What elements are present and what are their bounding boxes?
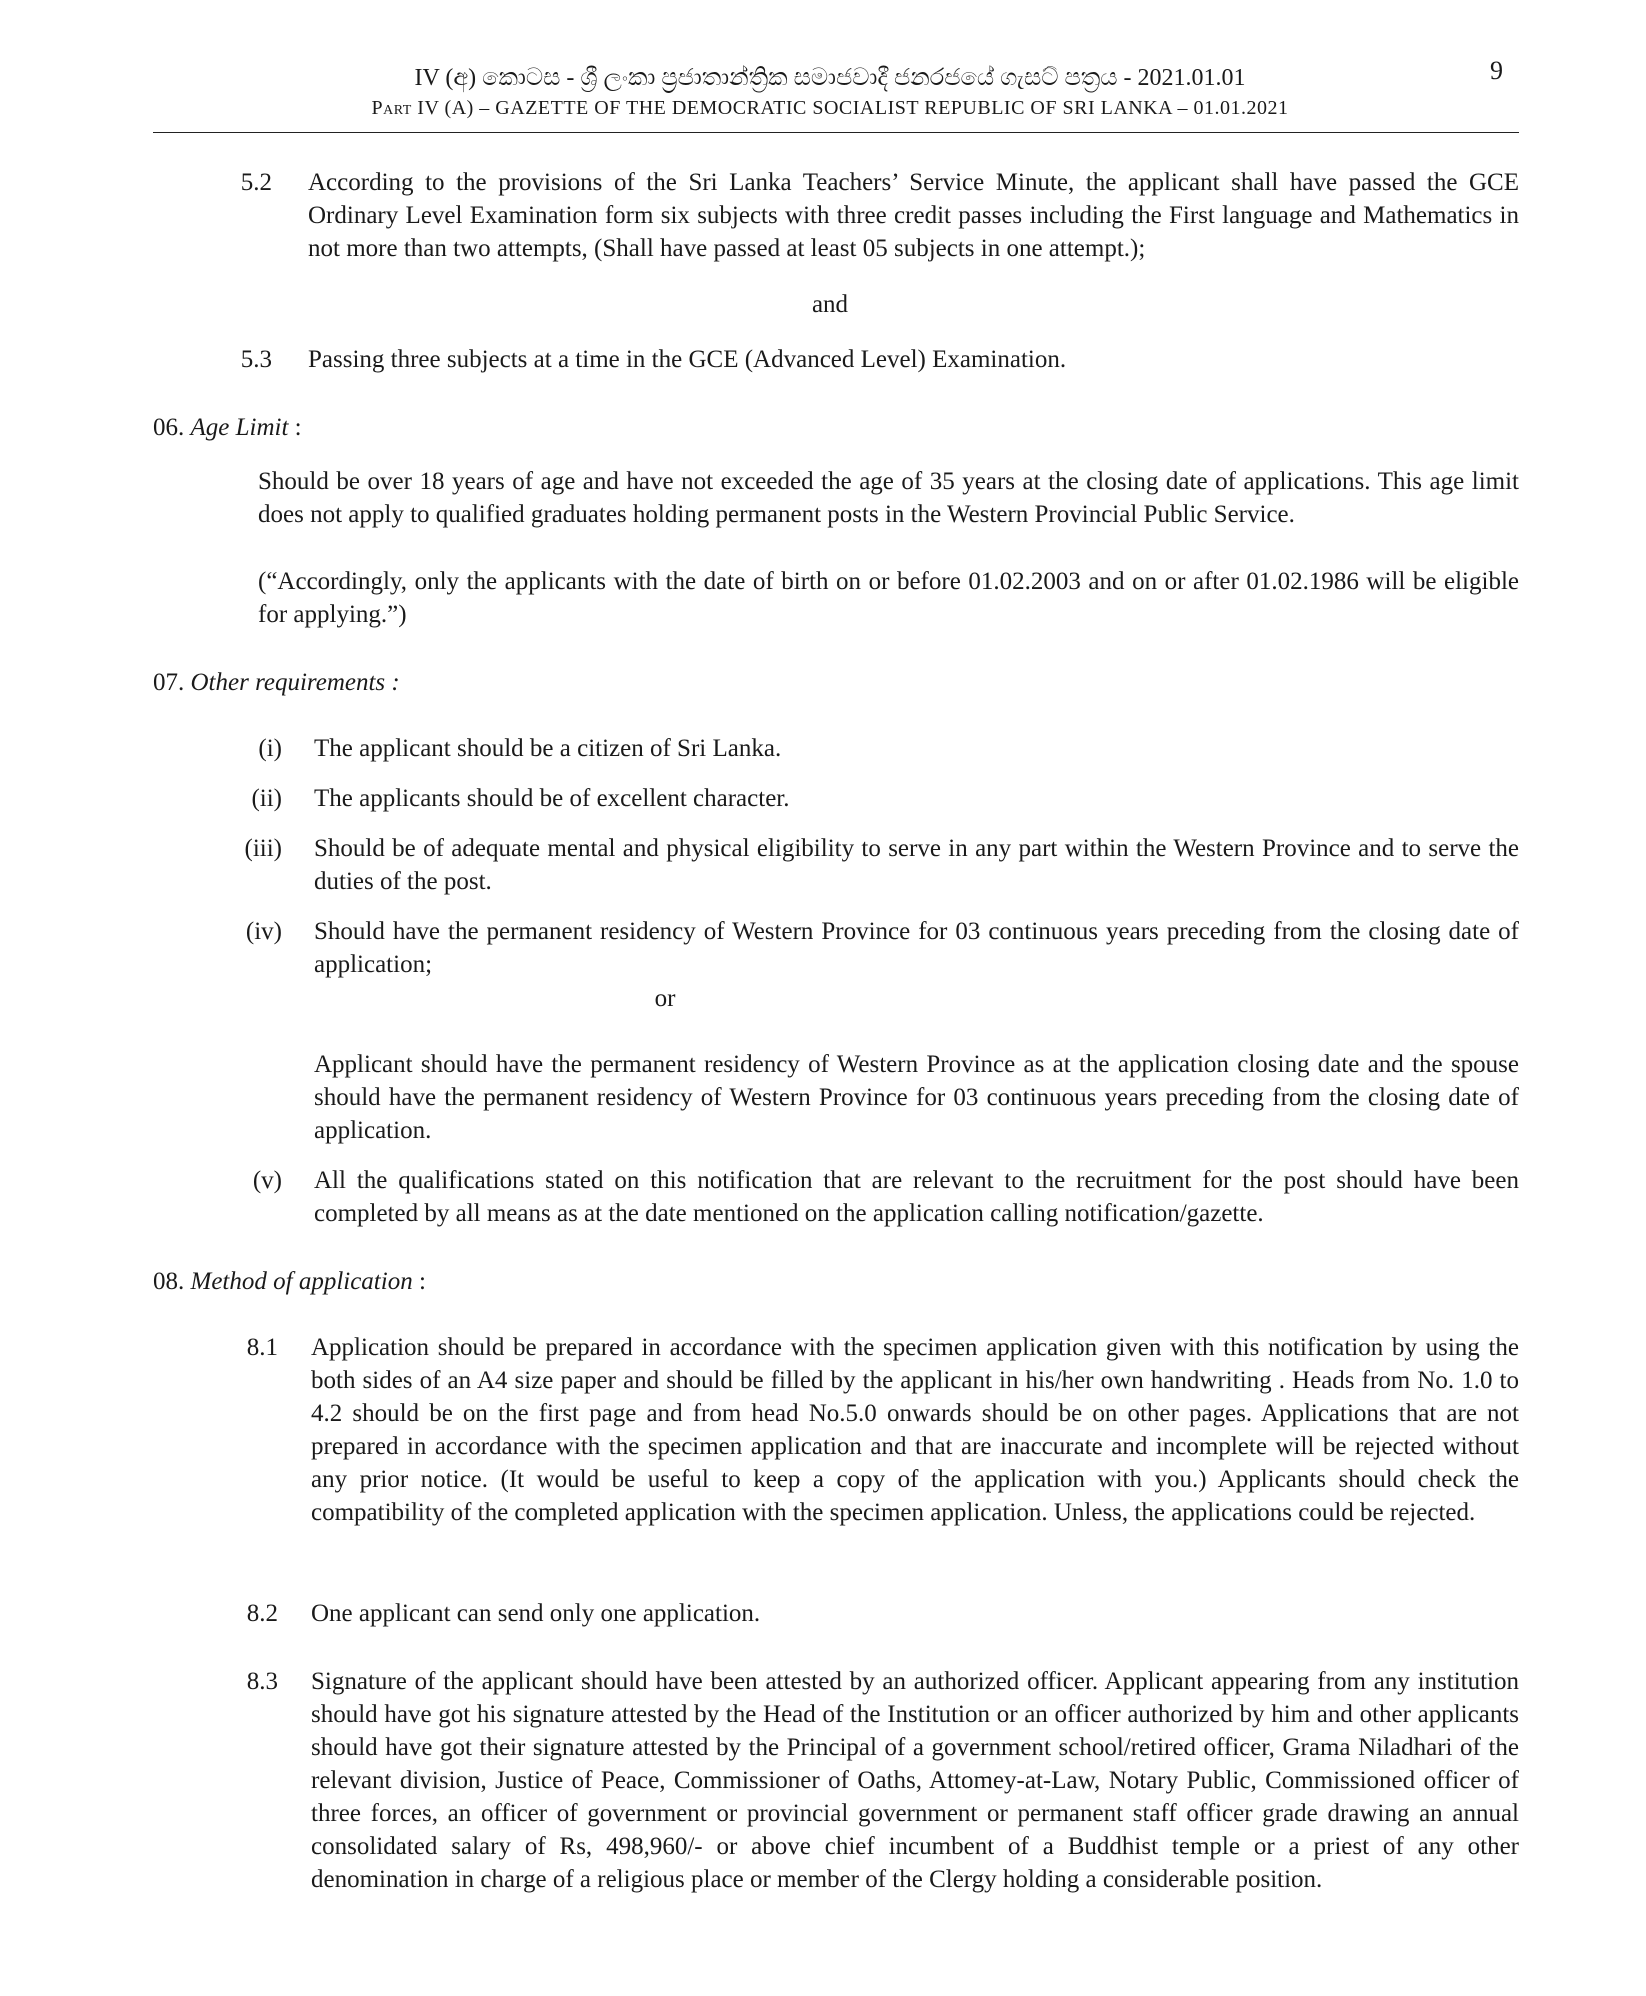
conjunction-and: and bbox=[811, 291, 849, 318]
clause-text-5-2: According to the provisions of the Sri Lanka Teachers’ Service Minute, the applicant shall have passed the GCE Ordinary Level Examination form six subjects with three credit passes including the First language and Mathematics in not more than two attempts, (Shall have passed at least 05 subjects in one attempt.); bbox=[308, 169, 1519, 262]
item-number-iii: (iii) bbox=[244, 835, 282, 862]
header-title: IV (A) – GAZETTE OF THE DEMOCRATIC SOCIALIST REPUBLIC OF SRI LANKA – 01.01.2021 bbox=[411, 97, 1289, 119]
gazette-header-sinhala: IV (අ) කොටස - ශ්‍රී ලංකා ප්‍රජාතාන්ත්‍රික සමාජවාදී ජනරජයේ ගැසට් පත්‍රය - 2021.01.01 bbox=[414, 65, 1246, 91]
section-title: Method of application bbox=[190, 1268, 413, 1295]
item-text-ii: The applicants should be of excellent character. bbox=[314, 785, 790, 812]
clause-number-5-2: 5.2 bbox=[240, 169, 272, 196]
header-part-label: Part bbox=[371, 97, 412, 119]
age-limit-note: (“Accordingly, only the applicants with the date of birth on or before 01.02.2003 and on or after 01.02.1986 will be eligible for applying.”) bbox=[258, 568, 1519, 628]
item-number-v: (v) bbox=[252, 1167, 282, 1194]
section-title: Age Limit bbox=[190, 414, 289, 441]
clause-text-5-3: Passing three subjects at a time in the GCE (Advanced Level) Examination. bbox=[308, 346, 1067, 373]
conjunction-or: or bbox=[654, 985, 676, 1012]
age-limit-paragraph: Should be over 18 years of age and have not exceeded the age of 35 years at the closing date of applications. This age limit does not apply to qualified graduates holding permanent posts in the Western Provincial Public Service. bbox=[258, 468, 1519, 528]
item-number-ii: (ii) bbox=[251, 785, 282, 812]
clause-number-8-2: 8.2 bbox=[246, 1600, 278, 1627]
section-colon: : bbox=[412, 1268, 426, 1295]
gazette-header-english bbox=[155, 92, 1505, 125]
clause-number-8-3: 8.3 bbox=[246, 1668, 278, 1695]
section-title: Other requirements : bbox=[190, 669, 400, 696]
page-number: 9 bbox=[1490, 56, 1503, 85]
section-number: 07. bbox=[153, 669, 185, 696]
header-divider bbox=[153, 132, 1519, 133]
section-number: 06. bbox=[153, 414, 185, 441]
section-colon: : bbox=[288, 414, 302, 441]
item-text-iv: Should have the permanent residency of Western Province for 03 continuous years preceding from the closing date of application; bbox=[314, 918, 1519, 978]
item-text-v: All the qualifications stated on this notification that are relevant to the recruitment for the post should have been completed by all means as at the date mentioned on the application calling notification/gazette. bbox=[314, 1167, 1519, 1227]
clause-number-8-1: 8.1 bbox=[246, 1334, 278, 1361]
section-heading-other-requirements bbox=[153, 666, 400, 699]
item-number-i: (i) bbox=[258, 735, 282, 762]
item-text-iv-alternative: Applicant should have the permanent residency of Western Province as at the application closing date and the spouse should have the permanent residency of Western Province for 03 continuous years preceding from the closing date of application. bbox=[314, 1051, 1519, 1144]
item-number-iv: (iv) bbox=[245, 918, 282, 945]
item-text-iii: Should be of adequate mental and physical eligibility to serve in any part within the Western Province and to serve the duties of the post. bbox=[314, 835, 1519, 895]
item-text-i: The applicant should be a citizen of Sri Lanka. bbox=[314, 735, 782, 762]
section-heading-method-of-application bbox=[153, 1265, 426, 1298]
section-number: 08. bbox=[153, 1268, 185, 1295]
clause-number-5-3: 5.3 bbox=[240, 346, 272, 373]
section-heading-age-limit bbox=[153, 411, 302, 444]
clause-text-8-1: Application should be prepared in accordance with the specimen application given with this notification by using the both sides of an A4 size paper and should be filled by the applicant in his/her own handwriting . Heads from No. 1.0 to 4.2 should be on the first page and from head No.5.0 onwards should be on other pages. Applications that are not prepared in accordance with the specimen application and that are inaccurate and incomplete will be rejected without any prior notice. (It would be useful to keep a copy of the application with you.) Applicants should check the compatibility of the completed application with the specimen application. Unless, the applications could be rejected. bbox=[311, 1334, 1519, 1526]
clause-text-8-3: Signature of the applicant should have been attested by an authorized officer. Applicant appearing from any institution should have got his signature attested by the Head of the Institution or an officer authorized by him and other applicants should have got their signature attested by the Principal of a government school/retired officer, Grama Niladhari of the relevant division, Justice of Peace, Commissioner of Oaths, Attomey-at-Law, Notary Public, Commissioned officer of three forces, an officer of government or provincial government or permanent staff officer grade drawing an annual consolidated salary of Rs, 498,960/- or above chief incumbent of a Buddhist temple or a priest of any other denomination in charge of a religious place or member of the Clergy holding a considerable position. bbox=[311, 1668, 1519, 1893]
clause-text-8-2: One applicant can send only one application. bbox=[311, 1600, 761, 1627]
